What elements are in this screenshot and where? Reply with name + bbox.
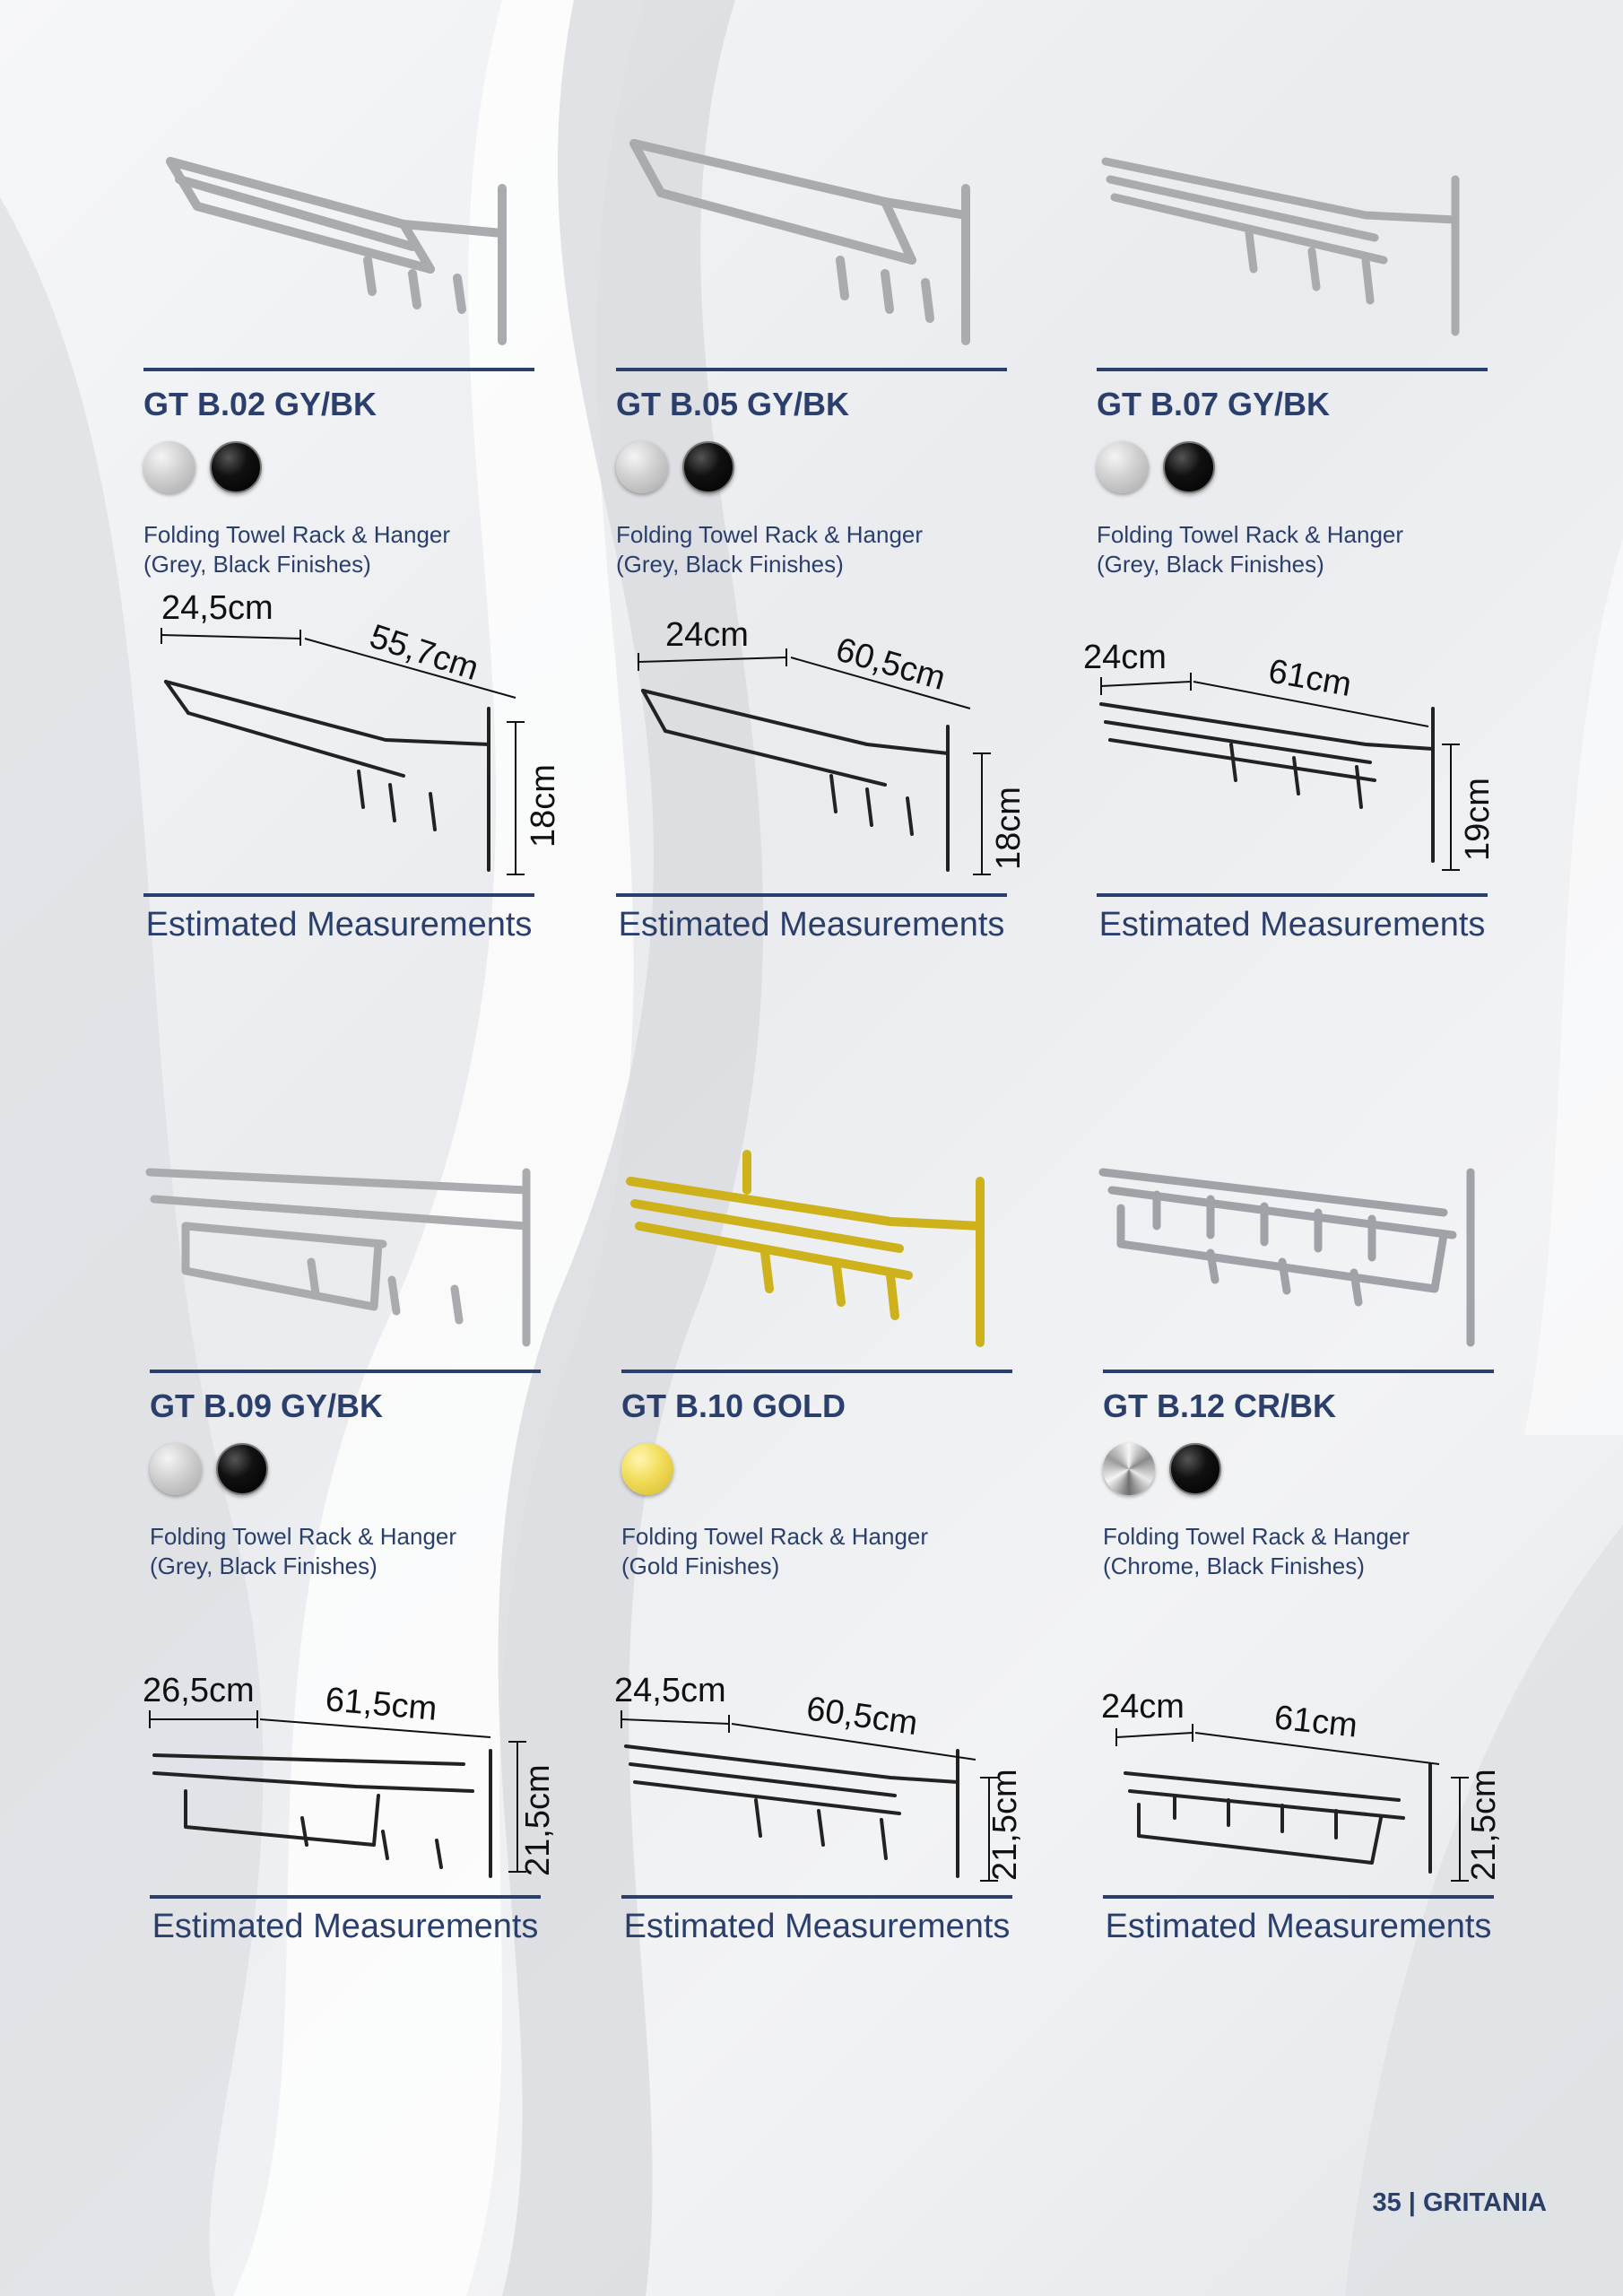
depth-dimension-label: 24cm xyxy=(665,616,749,654)
gold-finish-swatch xyxy=(621,1443,673,1495)
section-divider xyxy=(616,368,1007,371)
line-drawing xyxy=(1101,704,1433,861)
finish-swatches xyxy=(143,441,262,499)
section-divider xyxy=(1097,368,1488,371)
description-line: (Grey, Black Finishes) xyxy=(1097,551,1324,578)
section-divider xyxy=(1097,893,1488,897)
depth-dimension-label: 24,5cm xyxy=(614,1672,726,1709)
towel-rack-photo xyxy=(634,144,966,341)
section-divider xyxy=(616,893,1007,897)
finish-swatches xyxy=(1103,1443,1221,1500)
dimension-lines xyxy=(621,1710,998,1881)
dimension-drawing xyxy=(143,1576,557,1881)
black-finish-swatch xyxy=(216,1443,268,1495)
finish-swatches xyxy=(621,1443,673,1500)
measurements-caption: Estimated Measurements xyxy=(623,1908,1011,1945)
description-line: (Grey, Black Finishes) xyxy=(143,551,371,578)
dimension-drawing xyxy=(1083,574,1497,879)
grey-finish-swatch xyxy=(150,1443,202,1495)
width-dimension-label: 60,5cm xyxy=(831,631,950,699)
measurements-caption: Estimated Measurements xyxy=(618,906,1005,944)
product-photo xyxy=(621,1127,1016,1361)
black-finish-swatch xyxy=(1169,1443,1221,1495)
description-line: Folding Towel Rack & Hanger xyxy=(621,1523,929,1550)
depth-dimension-label: 26,5cm xyxy=(143,1672,255,1709)
product-photo xyxy=(150,1127,544,1361)
measurements-caption: Estimated Measurements xyxy=(152,1908,539,1945)
line-drawing xyxy=(154,1751,490,1876)
description-line: Folding Towel Rack & Hanger xyxy=(1103,1523,1410,1550)
product-photo xyxy=(1103,1127,1497,1361)
description-line: (Gold Finishes) xyxy=(621,1552,780,1579)
dimension-lines xyxy=(1116,1724,1469,1881)
grey-finish-swatch xyxy=(616,441,668,493)
height-dimension-label: 21,5cm xyxy=(986,1769,1024,1881)
product-photo xyxy=(143,126,538,359)
depth-dimension-label: 24,5cm xyxy=(161,589,273,627)
towel-rack-photo xyxy=(150,1172,526,1343)
product-code: GT B.05 GY/BK xyxy=(616,386,850,422)
measurements-caption: Estimated Measurements xyxy=(145,906,533,944)
page-footer xyxy=(1372,2188,1547,2218)
width-dimension-label: 61cm xyxy=(1265,652,1355,704)
grey-finish-swatch xyxy=(1097,441,1149,493)
section-divider xyxy=(621,1895,1012,1899)
line-drawing xyxy=(1125,1764,1430,1872)
product-description xyxy=(1103,1522,1410,1581)
dimension-drawing xyxy=(1101,1576,1503,1881)
dimension-drawing xyxy=(614,1576,1024,1881)
height-dimension-label: 18cm xyxy=(990,787,1028,870)
description-line: Folding Towel Rack & Hanger xyxy=(616,521,924,548)
product-description xyxy=(143,520,450,579)
dimension-drawing xyxy=(143,574,562,879)
width-dimension-label: 55,7cm xyxy=(365,617,483,689)
product-code: GT B.07 GY/BK xyxy=(1097,386,1331,422)
product-description xyxy=(1097,520,1403,579)
measurements-caption: Estimated Measurements xyxy=(1105,1908,1492,1945)
brand-name: GRITANIA xyxy=(1422,2188,1547,2217)
towel-rack-photo xyxy=(170,161,502,341)
dimension-lines xyxy=(1101,673,1460,870)
product-description xyxy=(616,520,923,579)
finish-swatches xyxy=(150,1443,268,1500)
product-photo xyxy=(616,126,1011,359)
black-finish-swatch xyxy=(682,441,734,493)
width-dimension-label: 61cm xyxy=(1272,1699,1359,1745)
height-dimension-label: 19cm xyxy=(1459,778,1497,861)
finish-swatches xyxy=(616,441,734,499)
product-description xyxy=(621,1522,928,1581)
width-dimension-label: 61,5cm xyxy=(324,1681,439,1728)
description-line: Folding Towel Rack & Hanger xyxy=(143,521,451,548)
towel-rack-photo xyxy=(1103,1172,1471,1343)
measurements-caption: Estimated Measurements xyxy=(1098,906,1486,944)
height-dimension-label: 18cm xyxy=(525,764,562,848)
towel-rack-photo xyxy=(1106,161,1455,332)
section-divider xyxy=(1103,1370,1494,1373)
finish-swatches xyxy=(1097,441,1215,499)
height-dimension-label: 21,5cm xyxy=(1465,1769,1503,1881)
towel-rack-photo xyxy=(630,1154,980,1343)
product-code: GT B.09 GY/BK xyxy=(150,1387,384,1424)
black-finish-swatch xyxy=(210,441,262,493)
product-code: GT B.02 GY/BK xyxy=(143,386,378,422)
black-finish-swatch xyxy=(1163,441,1215,493)
section-divider xyxy=(150,1370,541,1373)
line-drawing xyxy=(626,1746,958,1876)
product-description xyxy=(150,1522,456,1581)
section-divider xyxy=(143,368,534,371)
description-line: (Grey, Black Finishes) xyxy=(616,551,844,578)
footer-separator: | xyxy=(1408,2188,1416,2217)
description-line: Folding Towel Rack & Hanger xyxy=(150,1523,457,1550)
section-divider xyxy=(1103,1895,1494,1899)
section-divider xyxy=(143,893,534,897)
page-number: 35 xyxy=(1372,2188,1402,2217)
section-divider xyxy=(621,1370,1012,1373)
depth-dimension-label: 24cm xyxy=(1083,639,1167,676)
depth-dimension-label: 24cm xyxy=(1101,1688,1185,1726)
line-drawing xyxy=(166,682,489,870)
product-code: GT B.10 GOLD xyxy=(621,1387,846,1424)
width-dimension-label: 60,5cm xyxy=(803,1690,921,1744)
height-dimension-label: 21,5cm xyxy=(519,1764,557,1876)
chrome-finish-swatch xyxy=(1103,1443,1155,1495)
description-line: (Grey, Black Finishes) xyxy=(150,1552,378,1579)
grey-finish-swatch xyxy=(143,441,195,493)
product-photo xyxy=(1097,126,1491,359)
product-code: GT B.12 CR/BK xyxy=(1103,1387,1337,1424)
dimension-drawing xyxy=(616,574,1028,879)
line-drawing xyxy=(643,691,948,870)
section-divider xyxy=(150,1895,541,1899)
description-line: Folding Towel Rack & Hanger xyxy=(1097,521,1404,548)
description-line: (Chrome, Black Finishes) xyxy=(1103,1552,1365,1579)
